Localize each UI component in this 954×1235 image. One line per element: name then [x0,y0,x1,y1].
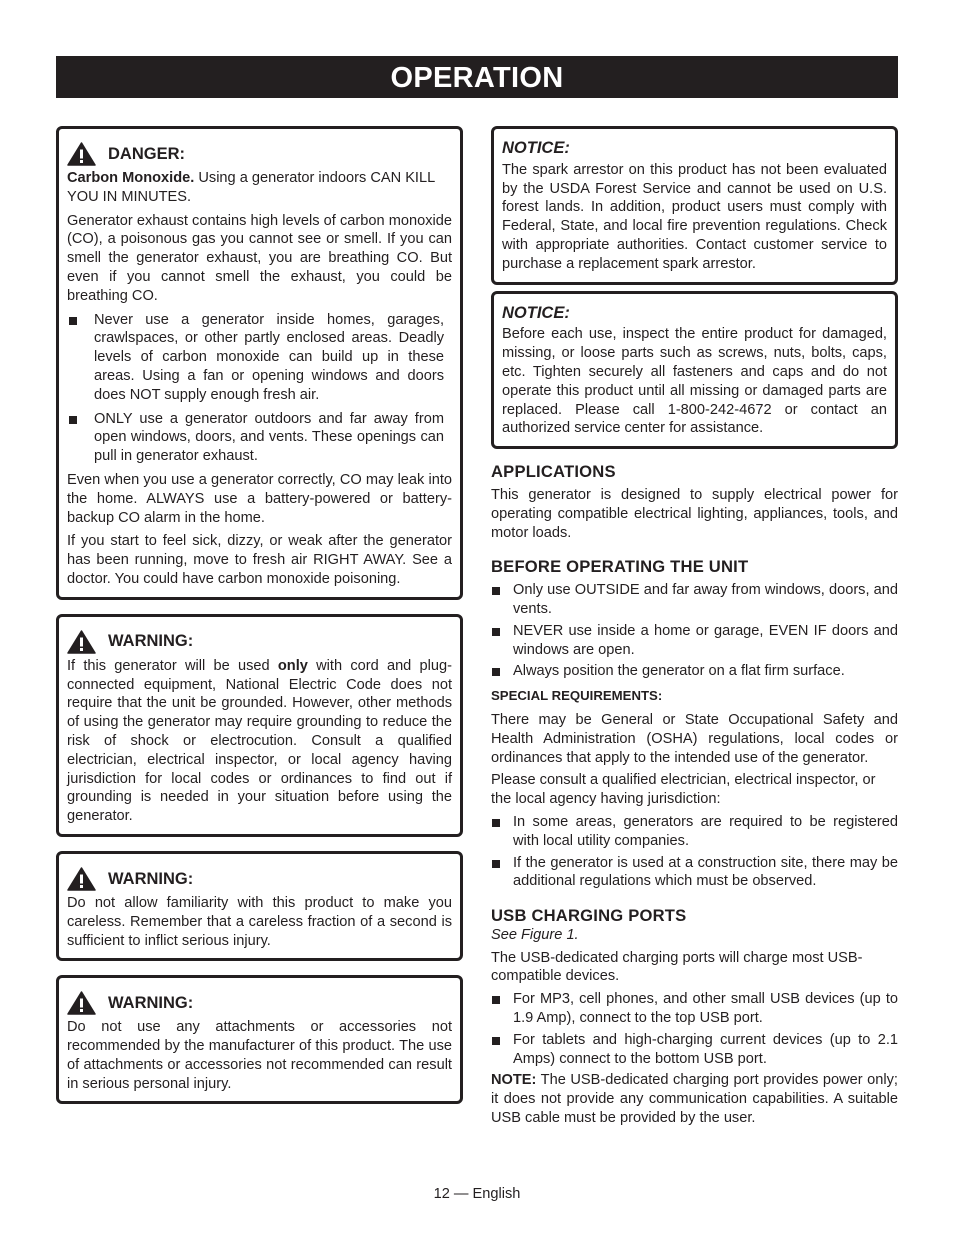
warning-familiarity-text: Do not allow familiarity with this product to make you careless. Remember that a careless fraction of a second is sufficient to inflict serious injury. [67,894,452,949]
list-item: Only use OUTSIDE and far away from windows, doors, and vents. [491,581,898,619]
note-label: NOTE: [491,1072,537,1089]
list-item: Always position the generator on a flat firm surface. [491,662,898,681]
notice-box-spark-arrestor [491,126,898,285]
notice-heading: NOTICE: [502,303,570,322]
danger-lead [67,169,452,207]
warning-heading-row [67,630,452,654]
section-banner: OPERATION [56,56,898,98]
warning-triangle-icon [67,630,96,654]
list-item: In some areas, generators are required to be registered with local utility companies. [491,813,898,851]
list-item: If the generator is used at a construction site, there may be additional regulations which must be observed. [491,854,898,892]
warning-grounding-text [67,657,452,826]
notice-box-inspection [491,291,898,450]
danger-paragraph-2: Even when you use a generator correctly, CO may leak into the home. ALWAYS use a battery-powered or battery-backup CO alarm in the home. [67,471,452,526]
special-requirements-list [491,813,898,891]
list-item: For MP3, cell phones, and other small USB devices (up to 1.9 Amp), connect to the top USB port. [491,990,898,1028]
applications-heading: APPLICATIONS [491,462,616,482]
danger-paragraph-3: If you start to feel sick, dizzy, or weak after the generator has been running, move to fresh air RIGHT AWAY. See a doctor. You could have carbon monoxide poisoning. [67,533,452,587]
special-requirements-text-2: Please consult a qualified electrician, electrical inspector, or the local agency having jurisdiction: [491,772,876,808]
before-operating-heading: BEFORE OPERATING THE UNIT [491,557,749,577]
warning-attachments-text: Do not use any attachments or accessories not recommended by the manufacturer of this product. The use of attachments or accessories not recommended can result in serious personal injury. [67,1019,452,1092]
warning-heading: WARNING: [108,632,194,651]
special-requirements-heading: SPECIAL REQUIREMENTS: [491,688,663,704]
list-item: NEVER use inside a home or garage, EVEN IF doors and windows are open. [491,622,898,660]
warning-triangle-icon [67,867,96,891]
danger-box [56,126,463,600]
warning-triangle-icon [67,142,96,166]
warning-box-attachments [56,975,463,1104]
special-requirements-text-1: There may be General or State Occupational Safety and Health Administration (OSHA) regulations, local codes or ordinances that apply to the intended use of the generator. [491,711,898,766]
warning-triangle-icon [67,991,96,1015]
danger-bullet-list [67,311,452,466]
warning-grounding-pre: If this generator will be used [67,657,278,674]
warning-box-familiarity [56,851,463,961]
right-column [491,126,898,1132]
warning-heading-row [67,867,452,891]
warning-grounding-post: with cord and plug-connected equipment, National Electric Code does not require that the unit be grounded. However, other methods of using the generator may require grounding to reduce the risk of shock or electrocution. Consult a qualified electrician, electrical inspector, or local agency having jurisdiction for local codes or ordinances to find out if grounding is needed in your situation before using the generator. [67,657,452,825]
list-item: For tablets and high-charging current devices (up to 2.1 Amps) connect to the bottom USB port. [491,1031,898,1069]
usb-note [491,1071,898,1127]
danger-bullet: Never use a generator inside homes, garages, crawlspaces, or other partly enclosed areas. Deadly levels of carbon monoxide can build up in these areas. Using a fan or opening windows and doors does NOT supply enough fresh air. [67,311,452,405]
warning-heading: WARNING: [108,869,194,888]
applications-text: This generator is designed to supply electrical power for operating compatible electrical lighting, appliances, tools, and motor loads. [491,486,898,541]
warning-heading: WARNING: [108,993,194,1012]
usb-heading: USB CHARGING PORTS [491,906,687,926]
warning-box-grounding [56,614,463,837]
warning-grounding-bold: only [277,657,308,674]
right-text [491,463,898,1128]
danger-bullet: ONLY use a generator outdoors and far away from open windows, doors, and vents. These openings can pull in generator exhaust. [67,410,452,466]
figure-reference: See Figure 1. [491,926,579,943]
notice-spark-arrestor-text: The spark arrestor on this product has not been evaluated by the USDA Forest Service and cannot be used on U.S. forest lands. In addition, product users must comply with Federal, State, and local fire prevention regulations. Check with appropriate authorities. Contact customer service to purchase a replacement spark arrestor. [502,161,887,272]
danger-lead-text: Using a generator indoors CAN KILL YOU IN MINUTES. [67,170,435,205]
danger-heading-row [67,142,452,166]
danger-paragraph-1: Generator exhaust contains high levels of carbon monoxide (CO), a poisonous gas you cannot see or smell. If you can smell the generator exhaust, you are breathing CO. But even if you cannot smell the exhaust, you could be breathing CO. [67,212,452,304]
usb-list [491,990,898,1068]
note-text: The USB-dedicated charging port provides power only; it does not provide any communication capabilities. A suitable USB cable must be provided by the user. [491,1072,898,1127]
danger-heading: DANGER: [108,144,185,163]
page-footer: 12 — English [433,1186,521,1202]
notice-heading: NOTICE: [502,139,570,157]
warning-heading-row [67,991,452,1015]
left-column [56,126,463,1118]
notice-inspection-text: Before each use, inspect the entire product for damaged, missing, or loose parts such as screws, nuts, bolts, caps, etc. Tighten securely all fasteners and caps and do not operate this product until all missing or damaged parts are replaced. Please call 1-800-242-4672 or contact an authorized service center for assistance. [502,326,887,437]
usb-intro-text: The USB-dedicated charging ports will charge most USB-compatible devices. [491,949,863,985]
before-operating-list [491,581,898,681]
danger-lead-bold: Carbon Monoxide. [67,170,195,186]
